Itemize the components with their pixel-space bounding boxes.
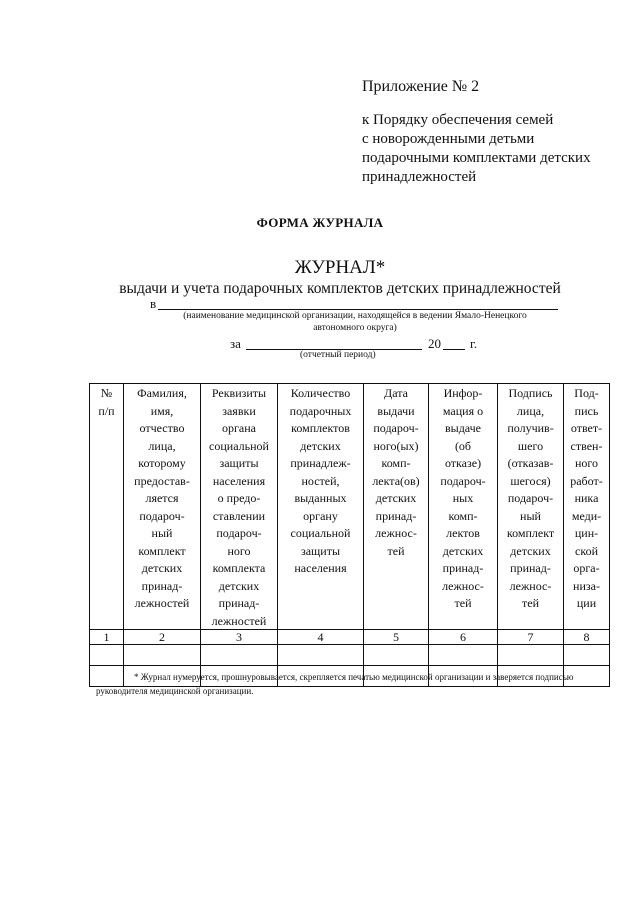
table-header-line: тей <box>522 596 539 610</box>
table-header-line: социальной <box>290 526 351 540</box>
table-header-line: подароч- <box>139 508 185 523</box>
table-header-line: п/п <box>98 403 115 418</box>
table-header-line: тей <box>454 596 472 610</box>
table-header-line: предостав- <box>134 473 190 488</box>
table-header-line: подароч- <box>440 473 486 488</box>
table-header-line: защиты <box>219 456 259 470</box>
table-column-number-row <box>90 630 610 645</box>
table-header-line: принад- <box>375 508 417 523</box>
table-cell[interactable] <box>498 645 564 666</box>
table-header-line: Реквизиты <box>211 386 267 400</box>
table-header-line: комплекта <box>212 561 266 575</box>
table-header-line: Подпись <box>508 386 553 400</box>
table-header-line: ответ- <box>570 421 603 435</box>
table-header-line: лица, <box>516 403 545 418</box>
table-column-number: 8 <box>564 630 610 645</box>
table-column-number: 3 <box>201 630 278 645</box>
table-header-line: ставлении <box>212 508 266 523</box>
journal-title: ЖУРНАЛ* <box>294 257 386 278</box>
table-header-line: орга- <box>573 561 600 575</box>
table-header-cell <box>278 384 364 630</box>
table-header-cell <box>90 384 124 630</box>
table-header-line: получив- <box>507 421 554 435</box>
table-header-line: лекта(ов) <box>372 473 420 488</box>
journal-table <box>89 383 610 687</box>
table-header-line: детских <box>442 543 484 558</box>
table-header-line: лежнос- <box>375 526 417 540</box>
table-header-line: шего <box>517 438 544 453</box>
table-header-line: принад- <box>218 596 260 610</box>
table-column-number: 4 <box>278 630 364 645</box>
table-header-line: низа- <box>573 578 600 593</box>
organization-hint-line: автономного округа) <box>313 323 397 333</box>
table-column-number: 6 <box>429 630 498 645</box>
table-header-line: социальной <box>209 438 269 453</box>
table-header-line: ностей, <box>301 473 340 488</box>
table-header-line: лектов <box>446 526 480 540</box>
table-header-line: ствен- <box>570 438 603 453</box>
table-header-line: (отказав- <box>507 456 554 470</box>
appendix-line: с новорожденными детьми <box>362 131 535 147</box>
table-header-line: выдачи <box>377 403 415 418</box>
table-header-line: лежнос- <box>442 578 484 593</box>
table-header-line: подарочных <box>289 403 352 418</box>
table-header-cell <box>498 384 564 630</box>
organization-hint-line: (наименование медицинской организации, находящейся в ведении Ямало-Ненецкого <box>183 311 527 321</box>
table-header-line: которому <box>138 456 186 470</box>
table-header-line: заявки <box>222 403 256 418</box>
table-header-line: принад- <box>141 578 183 593</box>
table-header-cell <box>201 384 278 630</box>
form-title: ФОРМА ЖУРНАЛА <box>256 215 384 230</box>
table-header-line: лежностей <box>211 613 267 628</box>
table-cell[interactable] <box>90 645 124 666</box>
table-column-number: 1 <box>90 630 124 645</box>
table-header-line: имя, <box>150 403 174 418</box>
table-header-line: о предо- <box>217 491 261 505</box>
table-header-line: выдаче <box>444 421 482 435</box>
table-header-cell <box>564 384 610 630</box>
table-header-line: принадлеж- <box>290 456 351 470</box>
table-header-line: Фамилия, <box>137 386 187 400</box>
table-cell[interactable] <box>201 645 278 666</box>
appendix-line: к Порядку обеспечения семей <box>362 112 554 128</box>
appendix-title: Приложение № 2 <box>362 78 480 95</box>
table-header-line: № <box>100 386 113 400</box>
table-cell[interactable] <box>278 645 364 666</box>
table-header-line: (об <box>454 438 472 453</box>
table-header-line: комплект <box>138 543 186 558</box>
table-cell[interactable] <box>364 645 429 666</box>
table-column-number: 5 <box>364 630 429 645</box>
period-hint: (отчетный период) <box>300 350 376 360</box>
table-header-line: меди- <box>571 508 602 523</box>
year-suffix: г. <box>470 336 478 351</box>
footnote: * Журнал нумеруется, прошнуровывается, скрепляется печатью медицинской организации и заверяется подписью руководителя медицинской организации. <box>96 672 574 696</box>
table-header-line: принад- <box>510 561 551 575</box>
table-header-line: детских <box>300 438 341 453</box>
table-header-line: органа <box>222 421 256 435</box>
table-header-line: ный <box>151 526 173 540</box>
table-header-line: ного <box>574 456 599 470</box>
table-header-line: принад- <box>442 561 484 575</box>
table-row <box>90 645 610 666</box>
table-header-line: ного <box>227 543 251 558</box>
table-header-cell <box>364 384 429 630</box>
table-header-row <box>90 384 610 630</box>
table-header-line: органу <box>303 508 338 523</box>
appendix-line: принадлежностей <box>362 169 477 185</box>
table-header-line: ской <box>575 543 598 558</box>
table-header-line: населения <box>212 473 266 488</box>
table-cell[interactable] <box>429 645 498 666</box>
table-header-cell <box>124 384 201 630</box>
table-header-line: шегося) <box>510 473 551 488</box>
table-header-line: работ- <box>570 473 603 488</box>
table-header-line: отказе) <box>444 456 482 470</box>
table-header-line: населения <box>294 561 347 575</box>
table-header-line: мация о <box>442 403 484 418</box>
table-header-line: комплект <box>506 526 555 540</box>
table-header-line: комп- <box>448 508 478 523</box>
table-header-line: Количество <box>290 386 351 400</box>
table-header-line: подароч- <box>507 491 554 505</box>
table-column-number: 7 <box>498 630 564 645</box>
table-cell[interactable] <box>564 645 610 666</box>
table-header-line: пись <box>574 403 599 418</box>
table-header-line: комп- <box>381 456 411 470</box>
table-header-line: тей <box>387 543 405 558</box>
table-header-line: ного(ых) <box>373 438 419 453</box>
table-header-line: подароч- <box>216 526 262 540</box>
table-header-line: ляется <box>145 491 179 505</box>
table-header-line: Под- <box>574 386 599 400</box>
table-header-line: Дата <box>384 386 408 400</box>
journal-subtitle: выдачи и учета подарочных комплектов детских принадлежностей <box>119 280 561 297</box>
year-field[interactable] <box>443 349 465 350</box>
appendix-line: подарочными комплектами детских <box>362 150 591 166</box>
table-header-line: детских <box>218 578 260 593</box>
table-header-line: Инфор- <box>443 386 483 400</box>
table-cell[interactable] <box>124 645 201 666</box>
organization-prefix: в <box>150 296 157 311</box>
table-header-line: защиты <box>300 543 341 558</box>
table-header-line: лежностей <box>134 596 190 610</box>
appendix-text <box>362 111 591 187</box>
table-header-line: ный <box>520 508 541 523</box>
table-header-line: ника <box>574 491 599 505</box>
period-prefix: за <box>230 336 241 351</box>
table-column-number: 2 <box>124 630 201 645</box>
table-header-line: детских <box>141 561 183 575</box>
table-header-line: детских <box>510 543 551 558</box>
table-header-line: ции <box>576 596 597 610</box>
table-header-line: выданных <box>294 491 347 505</box>
table-header-line: лица, <box>148 438 176 453</box>
table-header-cell <box>429 384 498 630</box>
table-header-line: цин- <box>574 526 599 540</box>
table-header-line: комплектов <box>291 421 350 435</box>
year-prefix: 20 <box>428 336 441 351</box>
table-header-line: отчество <box>139 421 185 435</box>
table-header-line: детских <box>375 491 417 505</box>
table-header-line: подароч- <box>373 421 419 435</box>
organization-hint <box>140 310 570 334</box>
table-header-line: ных <box>452 491 474 505</box>
table-header-line: лежнос- <box>509 578 552 593</box>
